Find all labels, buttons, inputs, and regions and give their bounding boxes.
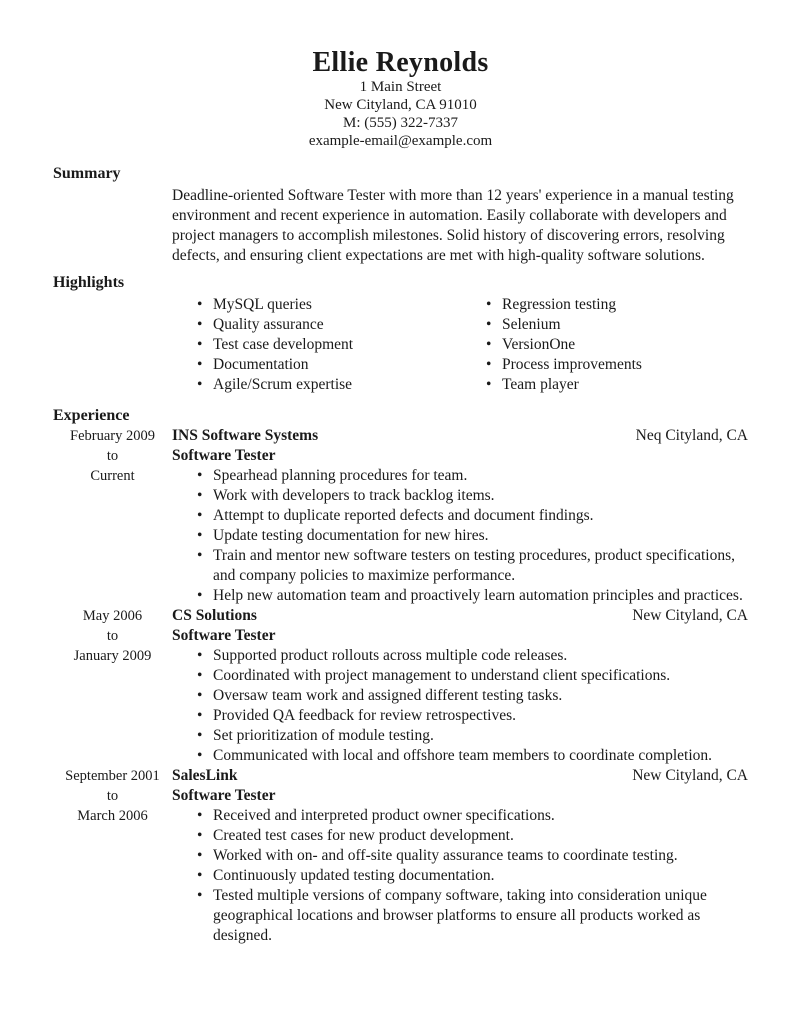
job-bullet-item: • Continuously updated testing documentation. <box>196 866 748 886</box>
highlights-list-left <box>196 295 461 395</box>
job-bullets <box>196 466 748 606</box>
job-date-start: February 2009 <box>70 428 155 444</box>
job-date-end: January 2009 <box>73 648 152 664</box>
job-dates <box>53 606 172 766</box>
job-heading-row <box>172 606 748 626</box>
highlight-item: • Quality assurance <box>196 315 461 335</box>
job-bullet-item: • Provided QA feedback for review retrospectives. <box>196 706 748 726</box>
job-heading-row <box>172 426 748 446</box>
highlight-item: • VersionOne <box>485 335 748 355</box>
job-bullet-item: • Oversaw team work and assigned different testing tasks. <box>196 686 748 706</box>
job-bullet-item: • Update testing documentation for new hires. <box>196 526 748 546</box>
job-bullet-item: • Spearhead planning procedures for team. <box>196 466 748 486</box>
job-entry <box>53 766 748 946</box>
experience-section <box>53 405 748 946</box>
job-heading-row <box>172 766 748 786</box>
job-title: Software Tester <box>172 447 276 464</box>
summary-section <box>53 163 748 266</box>
highlights-label: Highlights <box>53 274 125 291</box>
highlight-item: • Team player <box>485 375 748 395</box>
job-title: Software Tester <box>172 627 276 644</box>
email-line: example-email@example.com <box>308 133 493 149</box>
job-date-start: September 2001 <box>65 768 160 784</box>
job-bullet-item: • Supported product rollouts across multiple code releases. <box>196 646 748 666</box>
job-bullets <box>196 806 748 946</box>
highlights-columns <box>172 295 748 395</box>
highlight-item: • Test case development <box>196 335 461 355</box>
address-line-1: 1 Main Street <box>359 79 442 95</box>
job-bullet-item: • Set prioritization of module testing. <box>196 726 748 746</box>
summary-text: Deadline-oriented Software Tester with more than 12 years' experience in a manual testing environment and recent experience in automation. Easily collaborate with developers and project managers to accomplish milestones. Solid history of discovering errors, resolving defects, and ensuring client expectations are met with high-quality software solutions. <box>172 187 734 264</box>
job-date-end: March 2006 <box>77 808 148 824</box>
highlight-item: • Process improvements <box>485 355 748 375</box>
highlight-item: • MySQL queries <box>196 295 461 315</box>
highlight-item: • Regression testing <box>485 295 748 315</box>
job-bullet-item: • Attempt to duplicate reported defects and document findings. <box>196 506 748 526</box>
highlights-section <box>53 272 748 395</box>
job-date-separator: to <box>106 628 119 644</box>
job-bullet-item: • Help new automation team and proactively learn automation principles and practices. <box>196 586 748 606</box>
experience-label: Experience <box>53 407 130 424</box>
highlight-item: • Agile/Scrum expertise <box>196 375 461 395</box>
highlights-list-right <box>485 295 748 395</box>
jobs-list <box>53 426 748 946</box>
person-name: Ellie Reynolds <box>312 47 489 78</box>
job-bullet-item: • Received and interpreted product owner specifications. <box>196 806 748 826</box>
job-date-separator: to <box>106 788 119 804</box>
job-dates <box>53 426 172 606</box>
company-name: CS Solutions <box>172 607 257 624</box>
job-date-end: Current <box>90 468 135 484</box>
job-location: New Cityland, CA <box>632 767 748 784</box>
job-bullet-item: • Coordinated with project management to understand client specifications. <box>196 666 748 686</box>
job-location: Neq Cityland, CA <box>635 427 748 444</box>
job-bullet-item: • Created test cases for new product development. <box>196 826 748 846</box>
job-date-separator: to <box>106 448 119 464</box>
job-bullet-item: • Communicated with local and offshore team members to coordinate completion. <box>196 746 748 766</box>
job-main <box>172 606 748 766</box>
job-main <box>172 766 748 946</box>
resume-header <box>53 48 748 150</box>
job-bullet-item: • Tested multiple versions of company software, taking into consideration unique geographical locations and browser platforms to ensure all products worked as designed. <box>196 886 748 946</box>
job-main <box>172 426 748 606</box>
job-bullet-item: • Work with developers to track backlog items. <box>196 486 748 506</box>
summary-label: Summary <box>53 165 121 182</box>
job-entry <box>53 606 748 766</box>
company-name: INS Software Systems <box>172 427 319 444</box>
job-dates <box>53 766 172 946</box>
company-name: SalesLink <box>172 767 238 784</box>
address-line-2: New Cityland, CA 91010 <box>324 97 477 113</box>
highlight-item: • Selenium <box>485 315 748 335</box>
phone-line: M: (555) 322-7337 <box>343 115 458 131</box>
job-date-start: May 2006 <box>82 608 143 624</box>
job-bullet-item: • Train and mentor new software testers on testing procedures, product specifications, and company policies to maximize performance. <box>196 546 748 586</box>
job-title: Software Tester <box>172 787 276 804</box>
job-entry <box>53 426 748 606</box>
job-bullet-item: • Worked with on- and off-site quality assurance teams to coordinate testing. <box>196 846 748 866</box>
highlight-item: • Documentation <box>196 355 461 375</box>
job-bullets <box>196 646 748 766</box>
job-location: New Cityland, CA <box>632 607 748 624</box>
